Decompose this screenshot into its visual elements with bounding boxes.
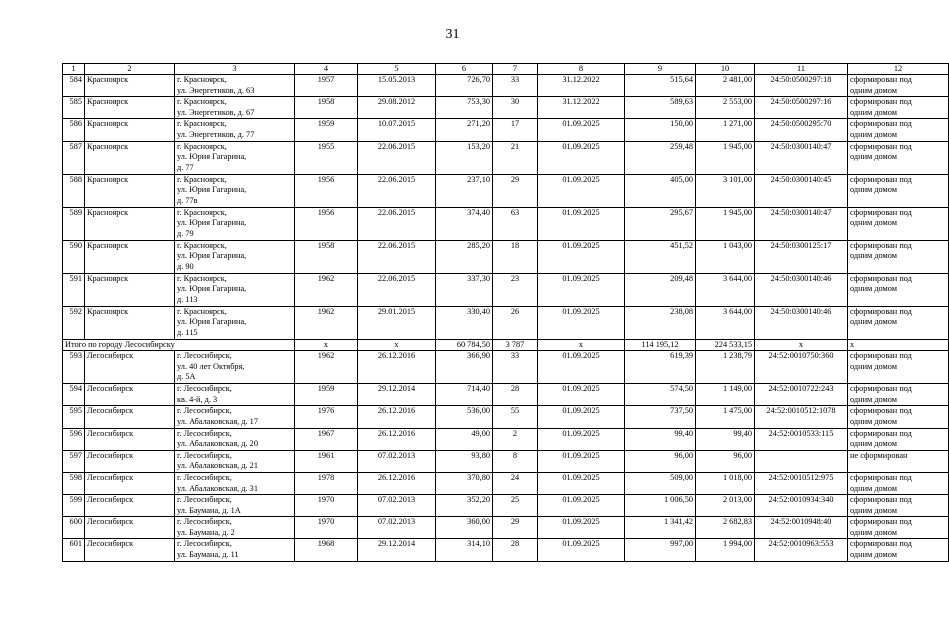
address-cell: г. Лесосибирск, ул. Баумана, д. 2 <box>175 517 295 539</box>
count-cell: 29 <box>493 174 538 207</box>
price-cell: 589,63 <box>625 97 696 119</box>
term-cell: 01.09.2025 <box>538 174 625 207</box>
row-number: 584 <box>63 75 85 97</box>
term-cell: 31.12.2022 <box>538 75 625 97</box>
cadastre-cell: 24:52:0010934:340 <box>755 495 848 517</box>
row-number: 587 <box>63 141 85 174</box>
city-cell: Красноярск <box>85 174 175 207</box>
table-row <box>63 472 949 494</box>
table-row <box>63 240 949 273</box>
year-cell: 1962 <box>295 351 358 384</box>
area-cell: 536,00 <box>436 406 493 428</box>
price-cell: 1 341,42 <box>625 517 696 539</box>
table-row <box>63 97 949 119</box>
status-cell: сформирован под одним домом <box>848 306 949 339</box>
date-cell: 22.06.2015 <box>358 141 436 174</box>
cost-cell: 1 945,00 <box>696 207 755 240</box>
date-cell: 07.02.2013 <box>358 495 436 517</box>
cadastre-cell: 24:50:0500295:70 <box>755 119 848 141</box>
cost-cell: 2 553,00 <box>696 97 755 119</box>
cost-cell: 96,00 <box>696 450 755 472</box>
row-number: 601 <box>63 539 85 561</box>
status-cell: сформирован под одним домом <box>848 174 949 207</box>
count-cell: 29 <box>493 517 538 539</box>
table-row <box>63 306 949 339</box>
price-cell: 574,50 <box>625 384 696 406</box>
cadastre-cell: 24:50:0300140:46 <box>755 306 848 339</box>
area-cell: 714,40 <box>436 384 493 406</box>
city-cell: Лесосибирск <box>85 517 175 539</box>
count-cell: 26 <box>493 306 538 339</box>
row-number: 595 <box>63 406 85 428</box>
address-cell: г. Лесосибирск, ул. Абалаковская, д. 31 <box>175 472 295 494</box>
date-cell: 26.12.2016 <box>358 428 436 450</box>
column-number: 2 <box>85 64 175 75</box>
subtotal-label: Итого по городу Лесосибирску <box>63 339 295 351</box>
address-cell: г. Красноярск, ул. Юрия Гагарина, д. 77 <box>175 141 295 174</box>
date-cell: 22.06.2015 <box>358 207 436 240</box>
term-cell: 01.09.2025 <box>538 306 625 339</box>
price-cell: 451,52 <box>625 240 696 273</box>
city-cell: Красноярск <box>85 273 175 306</box>
city-cell: Красноярск <box>85 141 175 174</box>
cadastre-cell: 24:52:0010750:360 <box>755 351 848 384</box>
city-cell: Красноярск <box>85 240 175 273</box>
table-row <box>63 495 949 517</box>
area-cell: 374,40 <box>436 207 493 240</box>
term-cell: 01.09.2025 <box>538 351 625 384</box>
column-number: 8 <box>538 64 625 75</box>
table-row <box>63 517 949 539</box>
status-cell: сформирован под одним домом <box>848 406 949 428</box>
address-cell: г. Лесосибирск, ул. Абалаковская, д. 21 <box>175 450 295 472</box>
price-cell: 209,48 <box>625 273 696 306</box>
area-cell: 726,70 <box>436 75 493 97</box>
column-number: 1 <box>63 64 85 75</box>
table-row <box>63 174 949 207</box>
status-cell: сформирован под одним домом <box>848 517 949 539</box>
city-cell: Лесосибирск <box>85 472 175 494</box>
status-cell: сформирован под одним домом <box>848 428 949 450</box>
row-number: 588 <box>63 174 85 207</box>
year-cell: 1968 <box>295 539 358 561</box>
row-number: 585 <box>63 97 85 119</box>
subtotal-count: 3 787 <box>493 339 538 351</box>
subtotal-area: 60 784,50 <box>436 339 493 351</box>
city-cell: Лесосибирск <box>85 495 175 517</box>
cost-cell: 1 018,00 <box>696 472 755 494</box>
cost-cell: 3 101,00 <box>696 174 755 207</box>
year-cell: 1958 <box>295 97 358 119</box>
row-number: 594 <box>63 384 85 406</box>
count-cell: 24 <box>493 472 538 494</box>
row-number: 592 <box>63 306 85 339</box>
status-cell: сформирован под одним домом <box>848 240 949 273</box>
row-number: 590 <box>63 240 85 273</box>
date-cell: 15.05.2013 <box>358 75 436 97</box>
price-cell: 515,64 <box>625 75 696 97</box>
year-cell: 1970 <box>295 495 358 517</box>
area-cell: 271,20 <box>436 119 493 141</box>
price-cell: 150,00 <box>625 119 696 141</box>
count-cell: 18 <box>493 240 538 273</box>
city-cell: Красноярск <box>85 75 175 97</box>
city-cell: Лесосибирск <box>85 539 175 561</box>
area-cell: 366,90 <box>436 351 493 384</box>
count-cell: 28 <box>493 539 538 561</box>
city-cell: Красноярск <box>85 306 175 339</box>
year-cell: 1970 <box>295 517 358 539</box>
count-cell: 33 <box>493 351 538 384</box>
row-number: 596 <box>63 428 85 450</box>
address-cell: г. Красноярск, ул. Юрия Гагарина, д. 113 <box>175 273 295 306</box>
date-cell: 22.06.2015 <box>358 174 436 207</box>
term-cell: 01.09.2025 <box>538 517 625 539</box>
year-cell: 1957 <box>295 75 358 97</box>
address-cell: г. Лесосибирск, ул. Баумана, д. 11 <box>175 539 295 561</box>
date-cell: 29.12.2014 <box>358 384 436 406</box>
cost-cell: 3 644,00 <box>696 306 755 339</box>
column-number: 5 <box>358 64 436 75</box>
subtotal-status: х <box>848 339 949 351</box>
date-cell: 26.12.2016 <box>358 472 436 494</box>
status-cell: не сформирован <box>848 450 949 472</box>
address-cell: г. Лесосибирск, ул. Абалаковская, д. 20 <box>175 428 295 450</box>
address-cell: г. Красноярск, ул. Юрия Гагарина, д. 79 <box>175 207 295 240</box>
area-cell: 153,20 <box>436 141 493 174</box>
column-number: 7 <box>493 64 538 75</box>
subtotal-cadastre: х <box>755 339 848 351</box>
date-cell: 07.02.2013 <box>358 517 436 539</box>
cost-cell: 1 043,00 <box>696 240 755 273</box>
date-cell: 29.08.2012 <box>358 97 436 119</box>
cost-cell: 1 994,00 <box>696 539 755 561</box>
term-cell: 01.09.2025 <box>538 428 625 450</box>
year-cell: 1956 <box>295 207 358 240</box>
count-cell: 25 <box>493 495 538 517</box>
cadastre-cell: 24:52:0010948:40 <box>755 517 848 539</box>
price-cell: 238,08 <box>625 306 696 339</box>
column-number: 12 <box>848 64 949 75</box>
year-cell: 1956 <box>295 174 358 207</box>
city-cell: Лесосибирск <box>85 450 175 472</box>
price-cell: 997,00 <box>625 539 696 561</box>
cadastre-cell: 24:52:0010512:1078 <box>755 406 848 428</box>
cadastre-cell: 24:50:0300140:47 <box>755 141 848 174</box>
city-cell: Лесосибирск <box>85 428 175 450</box>
year-cell: 1959 <box>295 119 358 141</box>
table-row <box>63 428 949 450</box>
registry-table <box>62 63 949 562</box>
column-number: 3 <box>175 64 295 75</box>
cadastre-cell: 24:52:0010722:243 <box>755 384 848 406</box>
address-cell: г. Красноярск, ул. Юрия Гагарина, д. 115 <box>175 306 295 339</box>
table-row <box>63 450 949 472</box>
area-cell: 337,30 <box>436 273 493 306</box>
city-cell: Лесосибирск <box>85 384 175 406</box>
count-cell: 28 <box>493 384 538 406</box>
table-row <box>63 273 949 306</box>
column-number: 4 <box>295 64 358 75</box>
address-cell: г. Лесосибирск, ул. 40 лет Октября, д. 5А <box>175 351 295 384</box>
price-cell: 619,39 <box>625 351 696 384</box>
date-cell: 10.07.2015 <box>358 119 436 141</box>
row-number: 600 <box>63 517 85 539</box>
lesosibirsk-rows <box>63 351 949 562</box>
term-cell: 01.09.2025 <box>538 240 625 273</box>
cadastre-cell: 24:52:0010512:975 <box>755 472 848 494</box>
subtotal-date: х <box>358 339 436 351</box>
cost-cell: 99,40 <box>696 428 755 450</box>
area-cell: 49,00 <box>436 428 493 450</box>
cost-cell: 2 481,00 <box>696 75 755 97</box>
status-cell: сформирован под одним домом <box>848 495 949 517</box>
year-cell: 1967 <box>295 428 358 450</box>
term-cell: 01.09.2025 <box>538 119 625 141</box>
area-cell: 352,20 <box>436 495 493 517</box>
city-cell: Лесосибирск <box>85 351 175 384</box>
date-cell: 29.12.2014 <box>358 539 436 561</box>
term-cell: 01.09.2025 <box>538 384 625 406</box>
year-cell: 1955 <box>295 141 358 174</box>
row-number: 593 <box>63 351 85 384</box>
cadastre-cell: 24:52:0010963:553 <box>755 539 848 561</box>
table-row <box>63 406 949 428</box>
cadastre-cell: 24:52:0010533:115 <box>755 428 848 450</box>
table-row <box>63 539 949 561</box>
date-cell: 29.01.2015 <box>358 306 436 339</box>
year-cell: 1961 <box>295 450 358 472</box>
price-cell: 99,40 <box>625 428 696 450</box>
area-cell: 93,80 <box>436 450 493 472</box>
price-cell: 405,00 <box>625 174 696 207</box>
subtotal-year: х <box>295 339 358 351</box>
column-number: 11 <box>755 64 848 75</box>
table-row <box>63 141 949 174</box>
cadastre-cell: 24:50:0300140:46 <box>755 273 848 306</box>
subtotal-price: 114 195,12 <box>625 339 696 351</box>
table-row <box>63 351 949 384</box>
status-cell: сформирован под одним домом <box>848 207 949 240</box>
status-cell: сформирован под одним домом <box>848 384 949 406</box>
status-cell: сформирован под одним домом <box>848 539 949 561</box>
column-number: 10 <box>696 64 755 75</box>
area-cell: 360,00 <box>436 517 493 539</box>
price-cell: 737,50 <box>625 406 696 428</box>
date-cell: 22.06.2015 <box>358 240 436 273</box>
year-cell: 1962 <box>295 273 358 306</box>
address-cell: г. Красноярск, ул. Юрия Гагарина, д. 77в <box>175 174 295 207</box>
cost-cell: 1 475,00 <box>696 406 755 428</box>
count-cell: 33 <box>493 75 538 97</box>
term-cell: 01.09.2025 <box>538 406 625 428</box>
status-cell: сформирован под одним домом <box>848 75 949 97</box>
price-cell: 259,48 <box>625 141 696 174</box>
term-cell: 01.09.2025 <box>538 472 625 494</box>
date-cell: 26.12.2016 <box>358 351 436 384</box>
price-cell: 96,00 <box>625 450 696 472</box>
term-cell: 01.09.2025 <box>538 141 625 174</box>
price-cell: 509,00 <box>625 472 696 494</box>
area-cell: 370,80 <box>436 472 493 494</box>
address-cell: г. Красноярск, ул. Энергетиков, д. 77 <box>175 119 295 141</box>
year-cell: 1958 <box>295 240 358 273</box>
term-cell: 01.09.2025 <box>538 273 625 306</box>
term-cell: 01.09.2025 <box>538 207 625 240</box>
status-cell: сформирован под одним домом <box>848 141 949 174</box>
cost-cell: 2 013,00 <box>696 495 755 517</box>
address-cell: г. Красноярск, ул. Юрия Гагарина, д. 90 <box>175 240 295 273</box>
subtotal-section <box>63 339 949 351</box>
cadastre-cell: 24:50:0300140:45 <box>755 174 848 207</box>
count-cell: 21 <box>493 141 538 174</box>
city-cell: Красноярск <box>85 97 175 119</box>
status-cell: сформирован под одним домом <box>848 351 949 384</box>
row-number: 589 <box>63 207 85 240</box>
table-row <box>63 384 949 406</box>
cost-cell: 1 149,00 <box>696 384 755 406</box>
date-cell: 22.06.2015 <box>358 273 436 306</box>
area-cell: 237,10 <box>436 174 493 207</box>
term-cell: 31.12.2022 <box>538 97 625 119</box>
status-cell: сформирован под одним домом <box>848 119 949 141</box>
price-cell: 295,67 <box>625 207 696 240</box>
count-cell: 63 <box>493 207 538 240</box>
term-cell: 01.09.2025 <box>538 495 625 517</box>
row-number: 591 <box>63 273 85 306</box>
count-cell: 2 <box>493 428 538 450</box>
date-cell: 26.12.2016 <box>358 406 436 428</box>
area-cell: 314,10 <box>436 539 493 561</box>
row-number: 597 <box>63 450 85 472</box>
column-number: 9 <box>625 64 696 75</box>
city-cell: Лесосибирск <box>85 406 175 428</box>
address-cell: г. Лесосибирск, кв. 4-й, д. 3 <box>175 384 295 406</box>
cadastre-cell <box>755 450 848 472</box>
count-cell: 30 <box>493 97 538 119</box>
count-cell: 55 <box>493 406 538 428</box>
city-cell: Красноярск <box>85 119 175 141</box>
table-row <box>63 119 949 141</box>
subtotal-cost: 224 533,15 <box>696 339 755 351</box>
column-number-row <box>63 64 949 75</box>
row-number: 586 <box>63 119 85 141</box>
table-row <box>63 75 949 97</box>
krasnoyarsk-rows <box>63 75 949 340</box>
year-cell: 1976 <box>295 406 358 428</box>
status-cell: сформирован под одним домом <box>848 472 949 494</box>
cadastre-cell: 24:50:0500297:18 <box>755 75 848 97</box>
status-cell: сформирован под одним домом <box>848 273 949 306</box>
status-cell: сформирован под одним домом <box>848 97 949 119</box>
count-cell: 8 <box>493 450 538 472</box>
row-number: 599 <box>63 495 85 517</box>
cost-cell: 1 238,79 <box>696 351 755 384</box>
year-cell: 1978 <box>295 472 358 494</box>
year-cell: 1959 <box>295 384 358 406</box>
address-cell: г. Красноярск, ул. Энергетиков, д. 63 <box>175 75 295 97</box>
city-cell: Красноярск <box>85 207 175 240</box>
cadastre-cell: 24:50:0300125:17 <box>755 240 848 273</box>
term-cell: 01.09.2025 <box>538 539 625 561</box>
page-number: 31 <box>445 27 460 42</box>
table-row <box>63 207 949 240</box>
row-number: 598 <box>63 472 85 494</box>
cadastre-cell: 24:50:0500297:16 <box>755 97 848 119</box>
address-cell: г. Красноярск, ул. Энергетиков, д. 67 <box>175 97 295 119</box>
area-cell: 330,40 <box>436 306 493 339</box>
price-cell: 1 006,50 <box>625 495 696 517</box>
date-cell: 07.02.2013 <box>358 450 436 472</box>
address-cell: г. Лесосибирск, ул. Абалаковская, д. 17 <box>175 406 295 428</box>
term-cell: 01.09.2025 <box>538 450 625 472</box>
year-cell: 1962 <box>295 306 358 339</box>
cost-cell: 3 644,00 <box>696 273 755 306</box>
area-cell: 753,30 <box>436 97 493 119</box>
cost-cell: 1 945,00 <box>696 141 755 174</box>
cost-cell: 1 271,00 <box>696 119 755 141</box>
count-cell: 17 <box>493 119 538 141</box>
cadastre-cell: 24:50:0300140:47 <box>755 207 848 240</box>
count-cell: 23 <box>493 273 538 306</box>
subtotal-row <box>63 339 949 351</box>
cost-cell: 2 682,83 <box>696 517 755 539</box>
subtotal-term: х <box>538 339 625 351</box>
area-cell: 285,20 <box>436 240 493 273</box>
address-cell: г. Лесосибирск, ул. Баумана, д. 1А <box>175 495 295 517</box>
column-number: 6 <box>436 64 493 75</box>
